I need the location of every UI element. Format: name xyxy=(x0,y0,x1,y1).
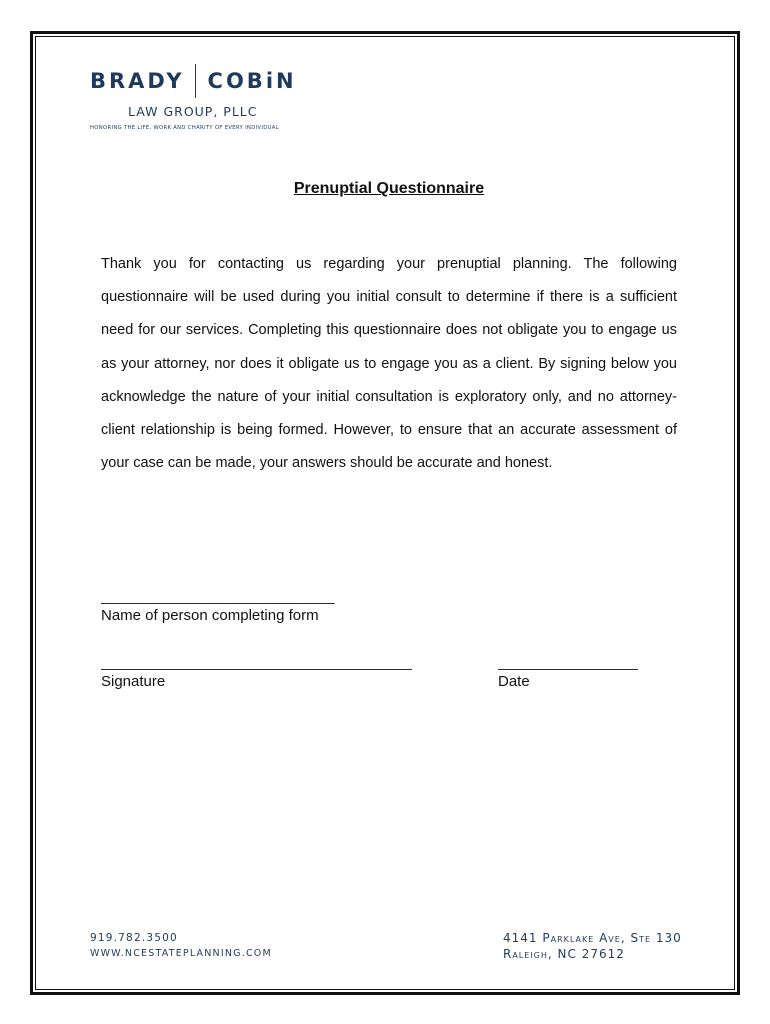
signature-field-line[interactable]: ________________________________________ xyxy=(101,654,413,670)
footer-address xyxy=(503,930,682,962)
footer-address-line1: 4141 Parklake Ave, Ste 130 xyxy=(503,931,682,945)
footer-address-line2: Raleigh, NC 27612 xyxy=(503,947,625,961)
firm-logo xyxy=(90,62,330,131)
document-title: Prenuptial Questionnaire xyxy=(293,180,485,197)
date-field-label: Date xyxy=(498,673,530,690)
footer-website: WWW.NCESTATEPLANNING.COM xyxy=(90,948,272,959)
name-field-label: Name of person completing form xyxy=(101,607,319,624)
name-field-line[interactable]: ______________________________ xyxy=(101,588,335,604)
footer-contact xyxy=(90,930,272,962)
logo-brady-text: BRADY xyxy=(90,69,185,93)
date-field-line[interactable]: __________________ xyxy=(498,654,639,670)
logo-divider xyxy=(195,64,196,98)
logo-tagline: HONORING THE LIFE, WORK AND CHARITY OF EVERY INDIVIDUAL xyxy=(90,125,279,131)
footer-phone: 919.782.3500 xyxy=(90,932,178,944)
signature-field-label: Signature xyxy=(101,673,166,690)
logo-cobin-text: COBiN xyxy=(207,69,297,93)
intro-paragraph: Thank you for contacting us regarding your prenuptial planning. The following questionnaire will be used during you initial consult to determine if there is a sufficient need for our services. Completing this questionnaire does not obligate you to engage us as your attorney, nor does it obligate us to engage you as a client. By signing below you acknowledge the nature of your initial consultation is exploratory only, and no attorney-client relationship is being formed. However, to ensure that an accurate assessment of your case can be made, your answers should be accurate and honest. xyxy=(101,256,677,472)
logo-subtitle: LAW GROUP, PLLC xyxy=(128,104,258,119)
logo-wordmark xyxy=(90,62,330,100)
